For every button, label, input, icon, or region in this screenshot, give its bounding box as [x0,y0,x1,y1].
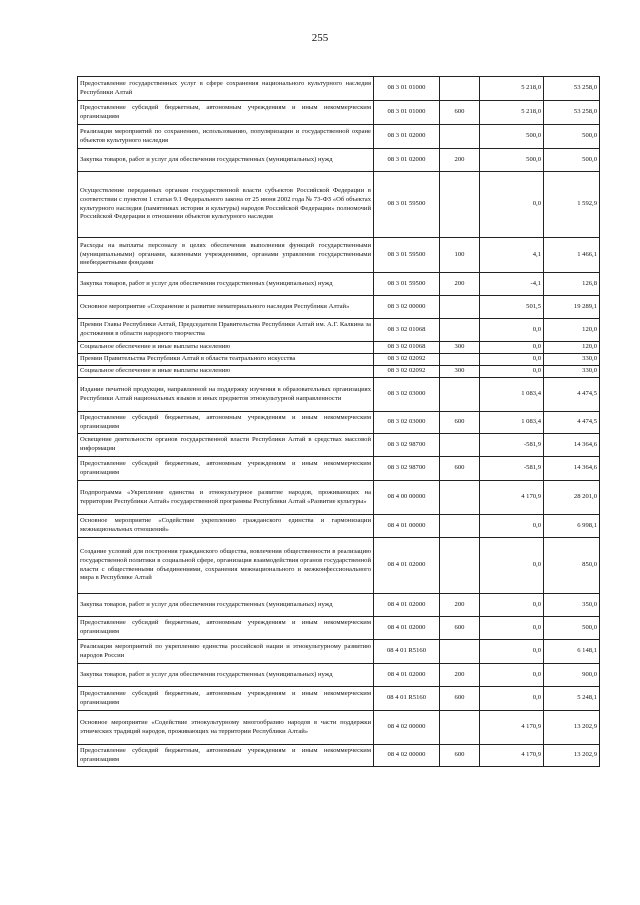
row-amount-2-cell: 4 474,5 [544,378,600,412]
row-code-cell: 08 3 02 01068 [374,342,440,354]
page-number: 255 [311,32,329,44]
row-type-cell: 100 [440,238,480,273]
row-type-cell: 600 [440,745,480,767]
row-amount-2-cell: 350,0 [544,594,600,617]
row-amount-1-cell: 0,0 [480,538,544,594]
table-row [78,434,600,457]
row-amount-1-cell: 0,0 [480,342,544,354]
row-amount-1-cell: 0,0 [480,515,544,538]
row-amount-2-cell: 4 474,5 [544,412,600,434]
row-code-cell: 08 3 02 98700 [374,434,440,457]
table-row [78,366,600,378]
row-amount-1-cell: 4 170,9 [480,745,544,767]
row-name-cell: Закупка товаров, работ и услуг для обеспечения государственных (муниципальных) нужд [78,664,374,687]
row-code-cell: 08 4 01 02000 [374,594,440,617]
row-type-cell [440,319,480,342]
row-code-cell: 08 3 02 98700 [374,457,440,481]
table-row [78,515,600,538]
budget-table-body [78,77,600,767]
table-row [78,481,600,515]
table-row [78,101,600,125]
row-amount-2-cell: 13 202,9 [544,711,600,745]
row-amount-1-cell: 4,1 [480,238,544,273]
table-row [78,640,600,664]
table-row [78,238,600,273]
row-type-cell: 600 [440,457,480,481]
row-name-cell: Премии Правительства Республики Алтай в области театрального искусства [78,354,374,366]
row-name-cell: Подпрограмма «Укрепление единства и этнокультурное развитие народов, проживающих на территории Республики Алтай» государственной программы Республики Алтай «Развитие культуры» [78,481,374,515]
row-code-cell: 08 3 01 59500 [374,172,440,238]
row-amount-1-cell: -581,9 [480,457,544,481]
table-row [78,711,600,745]
row-amount-2-cell: 120,0 [544,319,600,342]
row-amount-2-cell: 900,0 [544,664,600,687]
table-row [78,296,600,319]
row-amount-2-cell: 1 592,9 [544,172,600,238]
row-amount-1-cell: 1 083,4 [480,412,544,434]
row-name-cell: Основное мероприятие «Сохранение и развитие нематериального наследия Республики Алтай» [78,296,374,319]
row-code-cell: 08 4 01 02000 [374,617,440,640]
row-name-cell: Освещение деятельности органов государственной власти Республики Алтай в средствах массовой информации [78,434,374,457]
row-code-cell: 08 4 01 02000 [374,538,440,594]
row-name-cell: Осуществление переданных органам государственной власти субъектов Российской Федерации в соответствии с пунктом 1 статьи 9.1 Федерального закона от 25 июня 2002 года № 73-ФЗ «Об объектах культурного наследия (памятниках истории и культуры) народов Российской Федерации» полномочий Российской Федерации в отношении объектов культурного наследия [78,172,374,238]
row-code-cell: 08 3 02 03000 [374,378,440,412]
row-code-cell: 08 4 01 02000 [374,664,440,687]
table-row [78,77,600,101]
row-type-cell: 200 [440,149,480,172]
row-amount-1-cell: 0,0 [480,640,544,664]
row-code-cell: 08 4 01 00000 [374,515,440,538]
row-amount-2-cell: 14 364,6 [544,434,600,457]
row-name-cell: Основное мероприятие «Содействие этнокультурному многообразию народов в части поддержки этнических традиций народов, проживающих на территории Республики Алтай» [78,711,374,745]
row-code-cell: 08 3 02 00000 [374,296,440,319]
row-amount-1-cell: 0,0 [480,319,544,342]
row-name-cell: Закупка товаров, работ и услуг для обеспечения государственных (муниципальных) нужд [78,273,374,296]
row-name-cell: Социальное обеспечение и иные выплаты населению [78,366,374,378]
row-name-cell: Основное мероприятие «Содействие укреплению гражданского единства и гармонизации межнациональных отношений» [78,515,374,538]
table-row [78,354,600,366]
row-type-cell: 200 [440,664,480,687]
table-row [78,319,600,342]
row-type-cell [440,538,480,594]
row-name-cell: Создание условий для построения гражданского общества, вовлечения общественности в реализацию государственной политики в социальной сфере, организация взаимодействия органов государственной власти с общественными объединениями, сохранения межнационального и межконфессионального мира в Республике Алтай [78,538,374,594]
row-type-cell [440,640,480,664]
row-type-cell: 600 [440,412,480,434]
row-type-cell [440,172,480,238]
row-name-cell: Премии Главы Республики Алтай, Председателя Правительства Республики Алтай им. А.Г. Калкина за достижения в области народного творчества [78,319,374,342]
row-code-cell: 08 4 01 R5160 [374,687,440,711]
row-amount-2-cell: 14 364,6 [544,457,600,481]
row-amount-2-cell: 330,0 [544,366,600,378]
row-amount-2-cell: 330,0 [544,354,600,366]
row-amount-2-cell: 500,0 [544,617,600,640]
row-code-cell: 08 3 01 01000 [374,77,440,101]
table-row [78,664,600,687]
row-amount-1-cell: 0,0 [480,354,544,366]
table-row [78,378,600,412]
row-amount-1-cell: 0,0 [480,366,544,378]
row-code-cell: 08 4 02 00000 [374,711,440,745]
row-amount-2-cell: 6 148,1 [544,640,600,664]
row-amount-1-cell: 501,5 [480,296,544,319]
row-amount-2-cell: 6 998,1 [544,515,600,538]
row-amount-2-cell: 19 289,1 [544,296,600,319]
row-name-cell: Закупка товаров, работ и услуг для обеспечения государственных (муниципальных) нужд [78,149,374,172]
row-name-cell: Реализация мероприятий по сохранению, использованию, популяризации и государственной охране объектов культурного наследия [78,125,374,149]
table-row [78,342,600,354]
row-type-cell: 200 [440,594,480,617]
row-amount-2-cell: 1 466,1 [544,238,600,273]
row-amount-1-cell: 5 218,0 [480,77,544,101]
table-row [78,457,600,481]
row-amount-2-cell: 5 248,1 [544,687,600,711]
row-name-cell: Предоставление субсидий бюджетным, автономным учреждениям и иным некоммерческим организациям [78,412,374,434]
row-type-cell [440,711,480,745]
row-amount-1-cell: 4 170,9 [480,481,544,515]
row-type-cell [440,296,480,319]
row-amount-1-cell: 1 083,4 [480,378,544,412]
row-type-cell: 600 [440,617,480,640]
row-name-cell: Издание печатной продукции, направленной на поддержку изучения в образовательных организациях Республики Алтай национальных языков и иных предметов этнокультурной направленности [78,378,374,412]
table-row [78,594,600,617]
row-code-cell: 08 4 02 00000 [374,745,440,767]
row-name-cell: Социальное обеспечение и иные выплаты населению [78,342,374,354]
row-name-cell: Предоставление субсидий бюджетным, автономным учреждениям и иным некоммерческим организациям [78,101,374,125]
row-name-cell: Предоставление субсидий бюджетным, автономным учреждениям и иным некоммерческим организациям [78,617,374,640]
row-code-cell: 08 4 00 00000 [374,481,440,515]
table-row [78,745,600,767]
row-amount-1-cell: 500,0 [480,149,544,172]
row-type-cell: 300 [440,366,480,378]
row-code-cell: 08 3 02 01068 [374,319,440,342]
row-amount-1-cell: 5 218,0 [480,101,544,125]
row-code-cell: 08 4 01 R5160 [374,640,440,664]
table-row [78,149,600,172]
row-amount-2-cell: 28 201,0 [544,481,600,515]
row-amount-1-cell: 0,0 [480,617,544,640]
row-type-cell [440,481,480,515]
table-row [78,687,600,711]
row-name-cell: Предоставление субсидий бюджетным, автономным учреждениям и иным некоммерческим организациям [78,687,374,711]
row-type-cell [440,354,480,366]
row-amount-1-cell: 4 170,9 [480,711,544,745]
row-code-cell: 08 3 02 02092 [374,354,440,366]
row-code-cell: 08 3 02 03000 [374,412,440,434]
row-code-cell: 08 3 01 02000 [374,149,440,172]
table-row [78,412,600,434]
row-amount-2-cell: 500,0 [544,125,600,149]
row-name-cell: Закупка товаров, работ и услуг для обеспечения государственных (муниципальных) нужд [78,594,374,617]
row-name-cell: Предоставление государственных услуг в сфере сохранения национального культурного наследия Республики Алтай [78,77,374,101]
row-amount-2-cell: 53 258,0 [544,101,600,125]
row-type-cell [440,515,480,538]
row-amount-2-cell: 850,0 [544,538,600,594]
row-name-cell: Расходы на выплаты персоналу в целях обеспечения выполнения функций государственными (муниципальными) органами, казенными учреждениями, органами управления государственными внебюджетными фондами [78,238,374,273]
table-row [78,172,600,238]
row-type-cell [440,77,480,101]
row-type-cell [440,434,480,457]
row-amount-2-cell: 53 258,0 [544,77,600,101]
row-amount-2-cell: 126,8 [544,273,600,296]
row-amount-2-cell: 120,0 [544,342,600,354]
row-type-cell: 300 [440,342,480,354]
table-row [78,125,600,149]
row-amount-2-cell: 500,0 [544,149,600,172]
row-type-cell [440,125,480,149]
row-type-cell [440,378,480,412]
row-amount-1-cell: -4,1 [480,273,544,296]
row-code-cell: 08 3 01 01000 [374,101,440,125]
row-amount-1-cell: 0,0 [480,594,544,617]
row-amount-1-cell: 0,0 [480,687,544,711]
row-code-cell: 08 3 01 59500 [374,273,440,296]
table-row [78,538,600,594]
row-type-cell: 200 [440,273,480,296]
row-amount-1-cell: 0,0 [480,172,544,238]
row-amount-1-cell: -581,9 [480,434,544,457]
row-type-cell: 600 [440,101,480,125]
row-type-cell: 600 [440,687,480,711]
row-code-cell: 08 3 02 02092 [374,366,440,378]
row-name-cell: Предоставление субсидий бюджетным, автономным учреждениям и иным некоммерческим организациям [78,457,374,481]
row-name-cell: Предоставление субсидий бюджетным, автономным учреждениям и иным некоммерческим организациям [78,745,374,767]
row-amount-1-cell: 0,0 [480,664,544,687]
row-code-cell: 08 3 01 02000 [374,125,440,149]
table-row [78,273,600,296]
row-amount-1-cell: 500,0 [480,125,544,149]
row-name-cell: Реализация мероприятий по укреплению единства российской нации и этнокультурному развитию народов России [78,640,374,664]
budget-table [77,76,600,767]
table-row [78,617,600,640]
row-amount-2-cell: 13 202,9 [544,745,600,767]
row-code-cell: 08 3 01 59500 [374,238,440,273]
